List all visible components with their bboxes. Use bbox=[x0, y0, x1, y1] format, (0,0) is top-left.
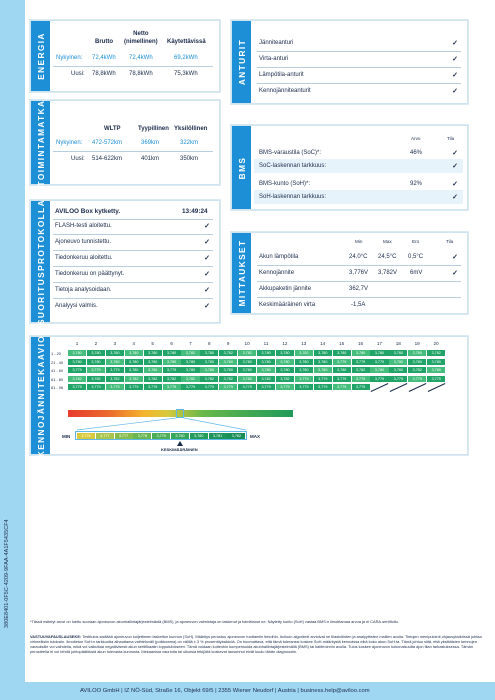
voltage-cell: 3,779 bbox=[163, 367, 181, 373]
voltage-cell: 3,780 bbox=[389, 367, 407, 373]
voltage-cell: 3,779 bbox=[352, 359, 370, 365]
voltage-cell: 3,780 bbox=[200, 367, 218, 373]
voltage-cell: 3,780 bbox=[370, 350, 388, 356]
voltage-cell: 3,780 bbox=[276, 367, 294, 373]
mitt-divider bbox=[257, 265, 461, 266]
toim-divider bbox=[53, 151, 213, 152]
voltage-cell: 3,779 bbox=[181, 384, 199, 390]
mittaukset-title: MITTAUKSET bbox=[236, 239, 247, 307]
voltage-cell: 3,780 bbox=[125, 367, 143, 373]
grid-column-label: 3 bbox=[113, 341, 117, 346]
voltage-cell: 3,782 bbox=[181, 376, 199, 382]
kenno-title: KENNOJÄNNITEKAAVIO bbox=[35, 334, 46, 457]
scale-cell: 3,776 bbox=[77, 433, 95, 439]
voltage-cell: 3,782 bbox=[238, 350, 256, 356]
suoritus-item-2: Ajoneuvo tunnistettu. bbox=[55, 239, 112, 245]
voltage-cell: 3,780 bbox=[125, 350, 143, 356]
scale-cell: 3,782 bbox=[227, 433, 245, 439]
energia-kaytettavissa-header: Käytettävissä bbox=[167, 39, 206, 45]
voltage-cell: 3,780 bbox=[200, 350, 218, 356]
grid-column-label: 16 bbox=[357, 341, 364, 346]
voltage-cell: 3,782 bbox=[163, 376, 181, 382]
voltage-cell: 3,780 bbox=[427, 359, 445, 365]
grid-column-label: 5 bbox=[151, 341, 154, 346]
energia-row1-brutto: 72,4kWh bbox=[92, 55, 116, 61]
voltage-cell: 3,782 bbox=[219, 350, 237, 356]
kenno-card bbox=[30, 336, 468, 455]
scale-min-label: MIN bbox=[62, 434, 71, 439]
voltage-cell: 3,780 bbox=[276, 359, 294, 365]
voltage-cell: 3,780 bbox=[314, 367, 332, 373]
mittaukset-card bbox=[231, 232, 468, 314]
anturit-divider bbox=[257, 83, 461, 84]
mitt-row2-max: 3,782V bbox=[378, 270, 398, 276]
grid-column-label: 11 bbox=[263, 341, 269, 346]
grid-column-label: 1 bbox=[75, 341, 79, 346]
voltage-cell: 3,780 bbox=[333, 367, 351, 373]
bms-row1-value: 46% bbox=[410, 150, 423, 156]
voltage-cell: 3,779 bbox=[295, 384, 313, 390]
toimintamatka-side bbox=[31, 101, 50, 184]
grid-column-label: 17 bbox=[376, 341, 382, 346]
document-id: 380E8401-0F5C-4209-9FAA-4A1F5435CF4 bbox=[4, 519, 10, 628]
grid-column-label: 7 bbox=[189, 341, 192, 346]
toim-row1-typ: 369km bbox=[141, 140, 160, 146]
grid-column-label: 8 bbox=[208, 341, 211, 346]
energia-row1-netto: 72,4kWh bbox=[129, 55, 153, 61]
mitt-row2-label: Kennojännite bbox=[259, 270, 295, 276]
check-icon: ✓ bbox=[452, 150, 458, 157]
bms-tila-header: Tila bbox=[447, 136, 455, 141]
grid-column-label: 13 bbox=[301, 341, 307, 346]
check-icon: ✓ bbox=[204, 287, 210, 294]
mitt-row2-min: 3,776V bbox=[349, 270, 369, 276]
energia-row2-brutto: 78,8kWh bbox=[92, 71, 116, 77]
average-pointer-icon bbox=[177, 441, 183, 446]
check-icon: ✓ bbox=[452, 254, 458, 261]
suoritus-divider bbox=[53, 234, 213, 235]
toim-row1-yks: 322km bbox=[180, 140, 199, 146]
bms-row4-label: SoH-laskennan tarkkuus: bbox=[259, 194, 327, 200]
voltage-cell: 3,779 bbox=[389, 376, 407, 382]
suoritus-header-time: 13:49:24 bbox=[182, 208, 208, 215]
suoritus-item-3: Tiedonkeruu aloitettu. bbox=[55, 255, 113, 261]
voltage-cell: 3,780 bbox=[389, 350, 407, 356]
voltage-cell: 3,780 bbox=[238, 359, 256, 365]
grid-column-label: 12 bbox=[282, 341, 288, 346]
suoritus-item-1: FLASH-testi aloitettu. bbox=[55, 223, 112, 229]
bms-card bbox=[231, 125, 468, 210]
anturit-item-2: Virta-anturi bbox=[259, 56, 289, 62]
mitt-row1-max: 24,5°C bbox=[378, 254, 397, 260]
mitt-max-header: Max bbox=[383, 239, 392, 244]
mitt-tila-header: Tila bbox=[446, 239, 454, 244]
voltage-cell: 3,782 bbox=[200, 376, 218, 382]
suoritus-item-6: Analyysi valmis. bbox=[55, 303, 98, 309]
mitt-row2-ero: 6mV bbox=[410, 270, 423, 276]
voltage-cell: 3,779 bbox=[68, 384, 86, 390]
voltage-cell: 3,779 bbox=[333, 376, 351, 382]
toim-row2-typ: 401km bbox=[141, 156, 160, 162]
voltage-cell: 3,779 bbox=[352, 376, 370, 382]
check-icon: ✓ bbox=[204, 223, 210, 230]
voltage-cell: 3,780 bbox=[163, 350, 181, 356]
disclaimer-text: Testitulos sisältää ajoneuvon kuljettimen laskettun kunnon (SoH). Määritys perustuu ajoneuvon tuottamiin tietoihin. Aviloon algoritmit arvioivat ne tilastollisten ja analyyttisten mallien avulla. Tietojen menipulointi ohjausyksikössä johtaa virheellisiin tuloksiin. Ilmoitetun SoH:n tarkkuutta aihauttama vaihteluväli (poikkeama) on välillä ± 3 % prosenttiyksikköä. On huomattava, että tämä toleranssi koskee SoH-määritystä kennoissa eikä koko akun SoH:ta. Tämä johtuu siitä, että yksittäisten kennojen varauksille voi vaihdella, mikä voi vaikuttaa negatiivisesti akun sertifikaatin lopputulokseen. Tämä voidaan kuitenkin kompensoida akunhallintajärjestelmällä (BMS) tai kalibroinnin avulla. Tulos koskee ajoneuvon kokonaisuutta ajon tilan tarkastuksessa. Tämän perusteella ei voi tehdä johtopäätöksiä akun tulevasta kunnosta. Mekaanisia vaurioita tai ulkoisia tekijöitä koskevat lausunnot eivät kuulu tähän diagnoosiin. bbox=[30, 634, 482, 655]
voltage-cell: 3,779 bbox=[257, 384, 275, 390]
voltage-cell: 3,779 bbox=[295, 376, 313, 382]
voltage-cell: 3,780 bbox=[333, 350, 351, 356]
toim-row2-wltp: 514-622km bbox=[92, 156, 123, 162]
bms-title: BMS bbox=[236, 156, 247, 179]
grid-column-label: 10 bbox=[244, 341, 250, 346]
grid-column-label: 15 bbox=[339, 341, 345, 346]
anturit-item-3: Lämpötila-anturit bbox=[259, 72, 304, 78]
anturit-title: ANTURIT bbox=[236, 38, 247, 86]
grid-column-label: 9 bbox=[226, 341, 230, 346]
mitt-row1-min: 24,0°C bbox=[349, 254, 368, 260]
check-icon: ✓ bbox=[452, 194, 458, 201]
scale-cell: 3,778 bbox=[133, 433, 151, 439]
energia-side bbox=[31, 21, 50, 91]
voltage-cell: 3,780 bbox=[106, 359, 124, 365]
suoritus-title: SUORITUSPROTOKOLLA bbox=[35, 198, 46, 325]
check-icon: ✓ bbox=[452, 163, 458, 170]
voltage-cell: 3,779 bbox=[333, 384, 351, 390]
check-icon: ✓ bbox=[204, 239, 210, 246]
bms-side bbox=[232, 126, 251, 209]
voltage-cell: 3,780 bbox=[87, 350, 105, 356]
voltage-cell: 3,780 bbox=[276, 350, 294, 356]
footer-text: AVILOO GmbH | IZ NÖ-Süd, Straße 16, Objekt 69/5 | 2355 Wiener Neudorf | Austria | business.help@aviloo.com bbox=[80, 688, 370, 694]
voltage-cell: 3,779 bbox=[408, 376, 426, 382]
footnote: *Tässä esitetyt arvot on luettu suoraan ajoneuvon akunhallintajärjestelmästä (BMS), ja ajoneuvon valmistaja on laskenut ja toimittanut ne. Näytetty kunto (SoH) vastaa BMS:n ilmoittamaa arvoa ja ei CARA-sertifioitu. bbox=[30, 619, 399, 624]
voltage-cell: 3,780 bbox=[408, 350, 426, 356]
grid-column-label: 18 bbox=[395, 341, 401, 346]
voltage-cell: 3,780 bbox=[68, 350, 86, 356]
voltage-cell: 3,780 bbox=[181, 359, 199, 365]
scale-cell: 3,777 bbox=[96, 433, 114, 439]
check-icon: ✓ bbox=[452, 181, 458, 188]
voltage-cell: 3,780 bbox=[314, 350, 332, 356]
energia-row1-kayt: 69,2kWh bbox=[174, 55, 198, 61]
voltage-cell: 3,780 bbox=[144, 359, 162, 365]
check-icon: ✓ bbox=[452, 88, 458, 95]
mitt-ero-header: Ero bbox=[412, 239, 420, 244]
bms-row2-label: SoC-laskennan tarkkuus: bbox=[259, 163, 327, 169]
energia-brutto-header: Brutto bbox=[95, 39, 113, 45]
anturit-item-4: Kennojänniteanturit bbox=[259, 88, 311, 94]
grid-column-label: 14 bbox=[320, 341, 326, 346]
voltage-cell: 3,780 bbox=[314, 359, 332, 365]
bms-arvo-header: Arvo bbox=[411, 136, 421, 141]
mitt-min-header: Min bbox=[355, 239, 363, 244]
voltage-cell: 3,779 bbox=[427, 376, 445, 382]
voltage-cell: 3,780 bbox=[87, 359, 105, 365]
voltage-cell: 3,782 bbox=[352, 367, 370, 373]
energia-card bbox=[30, 20, 220, 92]
voltage-cell: 3,780 bbox=[238, 367, 256, 373]
toim-row2-yks: 350km bbox=[180, 156, 199, 162]
voltage-cell: 3,779 bbox=[200, 384, 218, 390]
voltage-cell: 3,780 bbox=[352, 350, 370, 356]
suoritus-divider bbox=[53, 298, 213, 299]
voltage-cell: 3,780 bbox=[389, 359, 407, 365]
energia-row2-kayt: 75,3kWh bbox=[174, 71, 198, 77]
voltage-cell: 3,779 bbox=[125, 384, 143, 390]
mittaukset-side bbox=[232, 233, 251, 313]
voltage-cell: 3,779 bbox=[87, 384, 105, 390]
mitt-row3-label: Akkupaketin jännite bbox=[259, 286, 312, 292]
mitt-row4-min: -1,5A bbox=[351, 302, 366, 308]
toimintamatka-title: TOIMINTAMATKA bbox=[35, 99, 46, 186]
voltage-cell: 3,780 bbox=[257, 367, 275, 373]
scale-cell: 3,777 bbox=[115, 433, 133, 439]
energia-netto-header: Netto (nimellinen) bbox=[124, 31, 158, 45]
grid-row-label: 61 - 80 bbox=[51, 376, 64, 382]
check-icon: ✓ bbox=[452, 270, 458, 277]
voltage-cell: 3,782 bbox=[181, 350, 199, 356]
suoritus-divider bbox=[53, 250, 213, 251]
footer bbox=[25, 682, 495, 700]
voltage-cell: 3,782 bbox=[68, 376, 86, 382]
voltage-cell: 3,780 bbox=[125, 359, 143, 365]
suoritus-card bbox=[30, 200, 220, 323]
energia-row2-label: Uusi: bbox=[71, 71, 85, 77]
scale-cell: 3,780 bbox=[171, 433, 189, 439]
anturit-side bbox=[232, 21, 251, 103]
grid-column-label: 20 bbox=[433, 341, 439, 346]
voltage-cell: 3,780 bbox=[181, 367, 199, 373]
voltage-cell: 3,782 bbox=[427, 350, 445, 356]
bms-row3-value: 92% bbox=[410, 181, 423, 187]
voltage-cell: 3,780 bbox=[106, 350, 124, 356]
voltage-cell: 3,780 bbox=[200, 359, 218, 365]
suoritus-divider bbox=[53, 282, 213, 283]
toim-row1-wltp: 472-572km bbox=[92, 140, 123, 146]
anturit-divider bbox=[257, 67, 461, 68]
voltage-cell: 3,779 bbox=[144, 384, 162, 390]
voltage-cell: 3,780 bbox=[427, 367, 445, 373]
scale-max-label: MAX bbox=[250, 434, 260, 439]
voltage-cell: 3,782 bbox=[408, 367, 426, 373]
suoritus-header-title: AVILOO Box kytketty. bbox=[55, 208, 121, 215]
grid-row-label: 21 - 40 bbox=[51, 359, 64, 365]
grid-column-label: 2 bbox=[94, 341, 98, 346]
voltage-cell: 3,779 bbox=[106, 367, 124, 373]
voltage-cell: 3,782 bbox=[144, 376, 162, 382]
mitt-row3-min: 362,7V bbox=[349, 286, 369, 292]
grid-row-label: 81 - 96 bbox=[51, 385, 64, 391]
grid-row-label: 41 - 60 bbox=[51, 368, 64, 374]
voltage-cell: 3,779 bbox=[106, 384, 124, 390]
toim-yks-header: Yksilöllinen bbox=[174, 126, 208, 132]
toim-row2-label: Uusi: bbox=[71, 156, 85, 162]
scale-cell: 3,780 bbox=[190, 433, 208, 439]
grid-column-label: 19 bbox=[414, 341, 420, 346]
voltage-cell: 3,782 bbox=[238, 376, 256, 382]
toim-wltp-header: WLTP bbox=[104, 126, 121, 132]
scale-average-label: KESKIMÄÄRÄINEN bbox=[161, 447, 198, 452]
voltage-cell: 3,782 bbox=[125, 376, 143, 382]
scale-cells bbox=[75, 431, 247, 440]
suoritus-item-4: Tiedonkeruu on päättynyt. bbox=[55, 271, 125, 277]
voltage-cell: 3,779 bbox=[276, 384, 294, 390]
voltage-cell: 3,780 bbox=[68, 359, 86, 365]
voltage-cell: 3,782 bbox=[276, 376, 294, 382]
energia-row1-label: Nykyinen: bbox=[56, 55, 83, 61]
voltage-cell: 3,779 bbox=[370, 359, 388, 365]
toim-typ-header: Tyypillinen bbox=[138, 126, 169, 132]
voltage-cell: 3,779 bbox=[352, 384, 370, 390]
voltage-cell: 3,780 bbox=[144, 350, 162, 356]
voltage-cell: 3,780 bbox=[295, 359, 313, 365]
voltage-cell: 3,780 bbox=[257, 359, 275, 365]
voltage-cell: 3,780 bbox=[163, 359, 181, 365]
suoritus-item-5: Tietoja analysoidaan. bbox=[55, 287, 112, 293]
toimintamatka-card bbox=[30, 100, 220, 185]
energia-divider bbox=[53, 66, 213, 67]
voltage-cell: 3,780 bbox=[370, 367, 388, 373]
voltage-cell: 3,780 bbox=[257, 350, 275, 356]
voltage-cell: 3,780 bbox=[219, 367, 237, 373]
check-icon: ✓ bbox=[452, 40, 458, 47]
check-icon: ✓ bbox=[452, 56, 458, 63]
disclaimer bbox=[30, 634, 490, 654]
grid-column-label: 4 bbox=[132, 341, 135, 346]
suoritus-side bbox=[31, 198, 50, 325]
voltage-cell: 3,779 bbox=[68, 367, 86, 373]
mitt-row1-label: Akun lämpötila bbox=[259, 254, 299, 260]
suoritus-divider bbox=[53, 219, 213, 220]
bms-row1-label: BMS-varaustila (SoC)*: bbox=[259, 150, 322, 156]
scale-cell: 3,781 bbox=[209, 433, 227, 439]
check-icon: ✓ bbox=[452, 72, 458, 79]
mitt-row1-ero: 0,5°C bbox=[408, 254, 424, 260]
voltage-cell: 3,779 bbox=[219, 384, 237, 390]
voltage-cell: 3,782 bbox=[106, 376, 124, 382]
anturit-item-1: Jänniteanturi bbox=[259, 40, 294, 46]
mitt-row4-label: Keskimääräinen virta bbox=[259, 302, 316, 308]
voltage-cell: 3,779 bbox=[370, 376, 388, 382]
check-icon: ✓ bbox=[204, 271, 210, 278]
voltage-cell: 3,780 bbox=[144, 367, 162, 373]
voltage-cell: 3,782 bbox=[219, 376, 237, 382]
voltage-cell: 3,782 bbox=[87, 376, 105, 382]
grid-column-label: 6 bbox=[170, 341, 173, 346]
grid-row-label: 1 - 20 bbox=[51, 351, 61, 356]
voltage-cell: 3,782 bbox=[257, 376, 275, 382]
suoritus-divider bbox=[53, 266, 213, 267]
check-icon: ✓ bbox=[204, 255, 210, 262]
anturit-card bbox=[231, 20, 468, 104]
scale-cell: 3,779 bbox=[152, 433, 170, 439]
voltage-cell: 3,782 bbox=[295, 350, 313, 356]
check-icon: ✓ bbox=[204, 303, 210, 310]
voltage-cell: 3,780 bbox=[295, 367, 313, 373]
voltage-cell: 3,779 bbox=[314, 384, 332, 390]
voltage-cell: 3,779 bbox=[314, 376, 332, 382]
mitt-divider bbox=[257, 297, 461, 298]
mitt-divider bbox=[257, 281, 461, 282]
energia-title: ENERGIA bbox=[35, 32, 46, 80]
voltage-cell: 3,779 bbox=[87, 367, 105, 373]
bms-row3-label: BMS-kunto (SoH)*: bbox=[259, 181, 311, 187]
voltage-cell: 3,779 bbox=[333, 359, 351, 365]
anturit-divider bbox=[257, 51, 461, 52]
voltage-cell: 3,779 bbox=[163, 384, 181, 390]
disclaimer-title: VASTUUVAPAUSLAUSEKE: bbox=[30, 634, 82, 639]
voltage-cell: 3,779 bbox=[238, 384, 256, 390]
voltage-cell: 3,780 bbox=[408, 359, 426, 365]
toim-row1-label: Nykyinen: bbox=[56, 140, 83, 146]
energia-row2-netto: 78,8kWh bbox=[129, 71, 153, 77]
voltage-cell: 3,780 bbox=[219, 359, 237, 365]
